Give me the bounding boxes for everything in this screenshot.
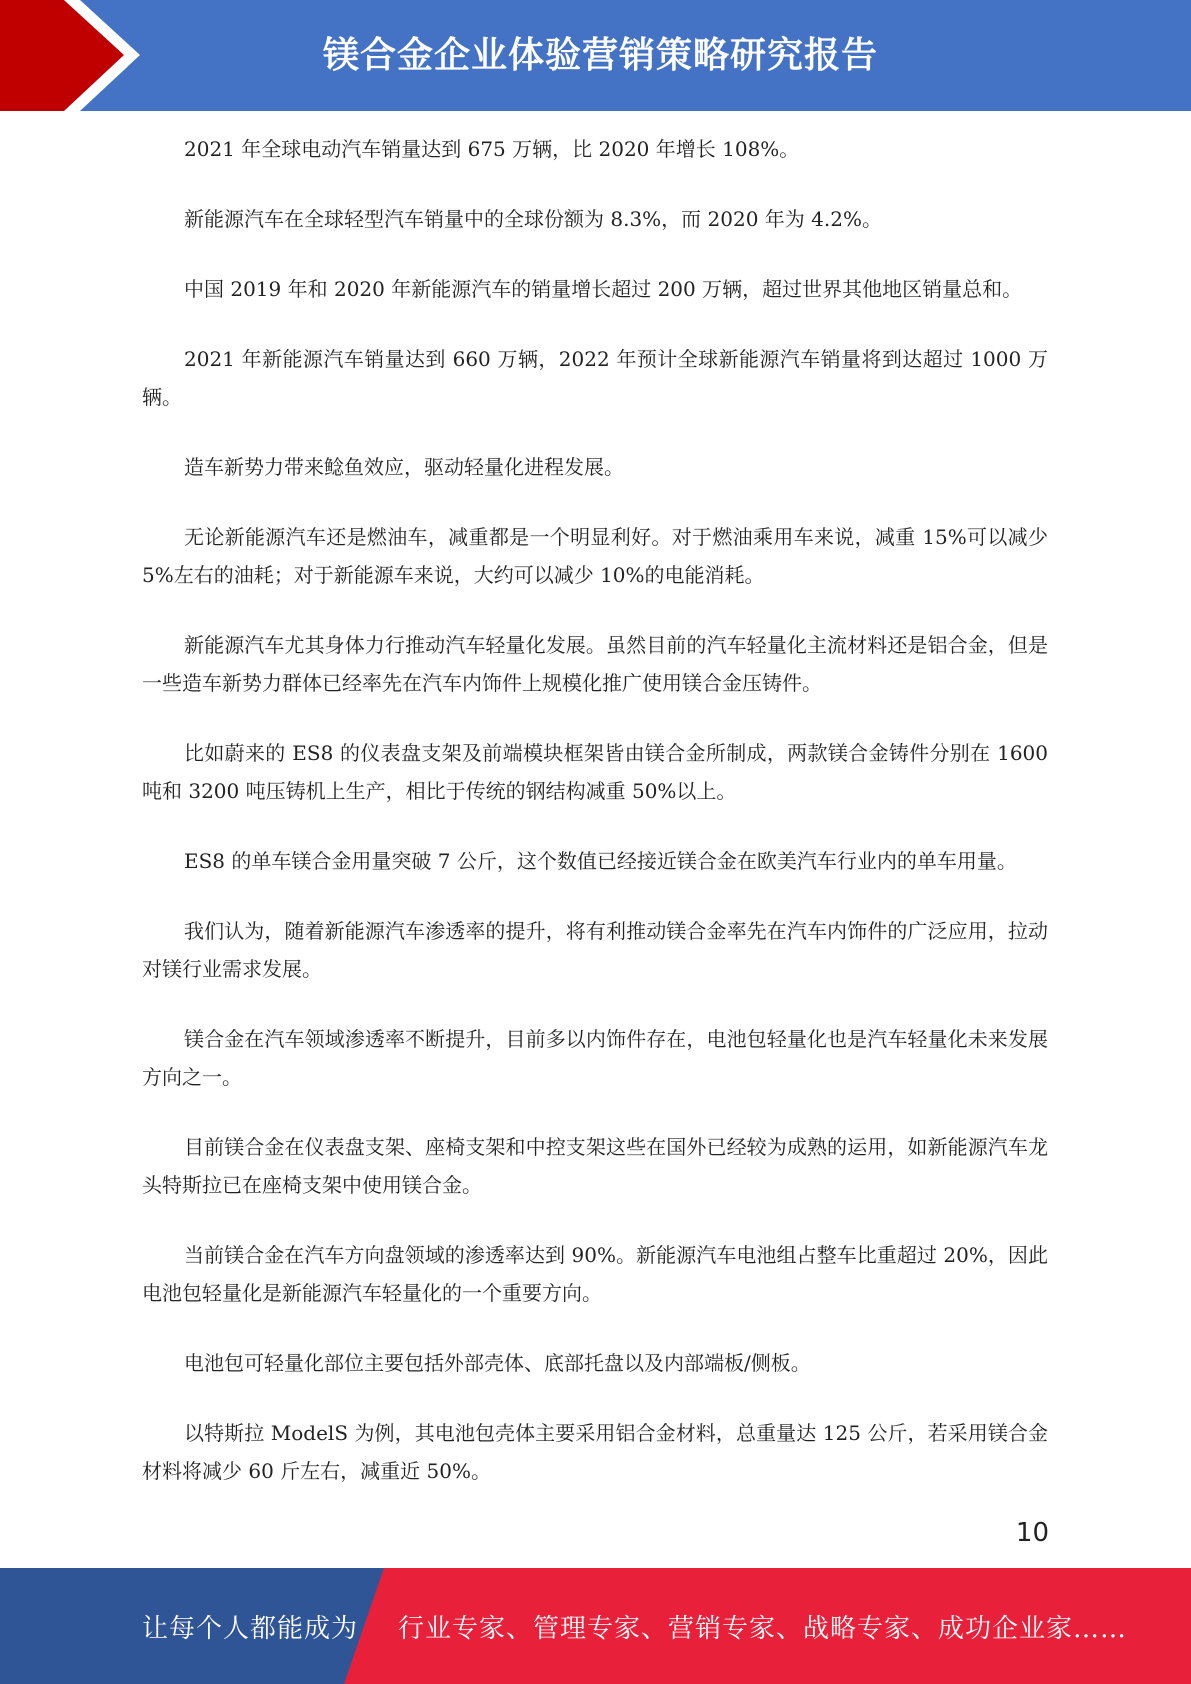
page-header bbox=[0, 0, 1191, 111]
paragraph: 中国 2019 年和 2020 年新能源汽车的销量增长超过 200 万辆，超过世界其他地区销量总和。 bbox=[184, 277, 1023, 301]
paragraph: 新能源汽车尤其身体力行推动汽车轻量化发展。虽然目前的汽车轻量化主流材料还是铝合金，但是一些造车新势力群体已经率先在汽车内饰件上规模化推广使用镁合金压铸件。 bbox=[142, 633, 1048, 695]
paragraph: 2021 年新能源汽车销量达到 660 万辆，2022 年预计全球新能源汽车销量将到达超过 1000 万辆。 bbox=[142, 347, 1048, 409]
paragraph: 比如蔚来的 ES8 的仪表盘支架及前端模块框架皆由镁合金所制成，两款镁合金铸件分别在 1600 吨和 3200 吨压铸机上生产，相比于传统的钢结构减重 50%以上。 bbox=[142, 741, 1048, 803]
footer-tagline-right: 行业专家、管理专家、营销专家、战略专家、成功企业家…… bbox=[398, 1613, 1128, 1644]
paragraph: 造车新势力带来鲶鱼效应，驱动轻量化进程发展。 bbox=[184, 455, 624, 479]
report-title: 镁合金企业体验营销策略研究报告 bbox=[322, 34, 878, 76]
paragraph: 目前镁合金在仪表盘支架、座椅支架和中控支架这些在国外已经较为成熟的运用，如新能源汽车龙头特斯拉已在座椅支架中使用镁合金。 bbox=[142, 1135, 1048, 1197]
paragraph: 电池包可轻量化部位主要包括外部壳体、底部托盘以及内部端板/侧板。 bbox=[184, 1351, 811, 1375]
paragraph: 2021 年全球电动汽车销量达到 675 万辆，比 2020 年增长 108%。 bbox=[184, 137, 800, 161]
footer-tagline-left: 让每个人都能成为 bbox=[142, 1613, 359, 1644]
paragraph: 新能源汽车在全球轻型汽车销量中的全球份额为 8.3%，而 2020 年为 4.2%。 bbox=[184, 207, 882, 231]
paragraph: 我们认为，随着新能源汽车渗透率的提升，将有利推动镁合金率先在汽车内饰件的广泛应用，拉动对镁行业需求发展。 bbox=[142, 919, 1048, 981]
paragraph: 无论新能源汽车还是燃油车，减重都是一个明显利好。对于燃油乘用车来说，减重 15%可以减少 5%左右的油耗；对于新能源车来说，大约可以减少 10%的电能消耗。 bbox=[142, 525, 1048, 587]
paragraph: 当前镁合金在汽车方向盘领域的渗透率达到 90%。新能源汽车电池组占整车比重超过 20%，因此电池包轻量化是新能源汽车轻量化的一个重要方向。 bbox=[142, 1243, 1048, 1305]
page-footer bbox=[0, 1568, 1191, 1684]
page-number: 10 bbox=[1015, 1518, 1049, 1548]
paragraph: 镁合金在汽车领域渗透率不断提升，目前多以内饰件存在，电池包轻量化也是汽车轻量化未来发展方向之一。 bbox=[142, 1027, 1048, 1089]
paragraph: 以特斯拉 ModelS 为例，其电池包壳体主要采用铝合金材料，总重量达 125 公斤，若采用镁合金材料将减少 60 斤左右，减重近 50%。 bbox=[142, 1421, 1048, 1483]
paragraph: ES8 的单车镁合金用量突破 7 公斤，这个数值已经接近镁合金在欧美汽车行业内的单车用量。 bbox=[184, 849, 1017, 873]
chevron-arrow-icon bbox=[0, 0, 160, 111]
document-body bbox=[142, 130, 1048, 1522]
